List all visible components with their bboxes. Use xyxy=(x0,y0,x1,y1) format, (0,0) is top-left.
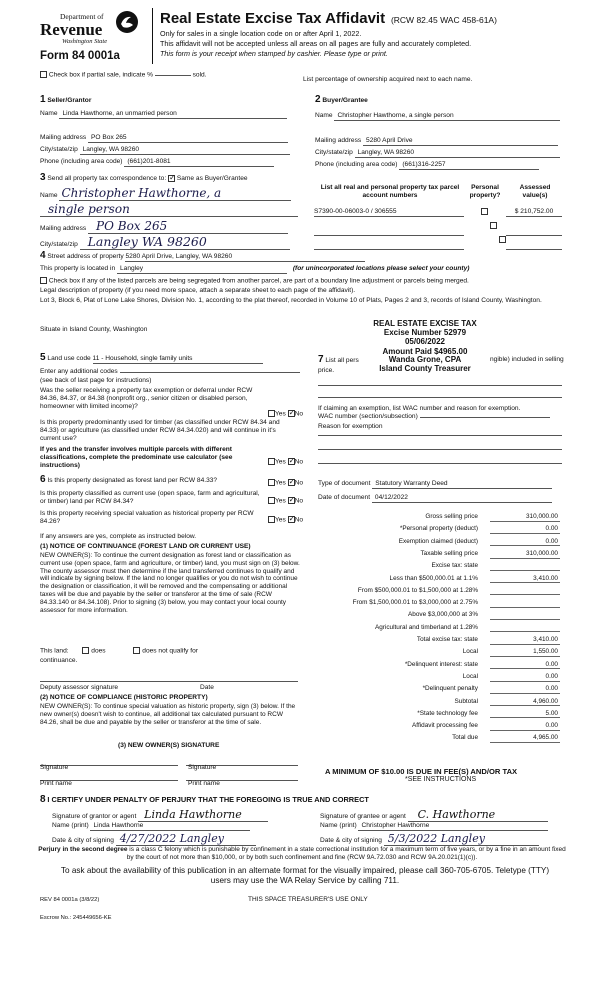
grantor-date-label: Date & city of signing xyxy=(52,837,114,844)
grantee-signature[interactable]: C. Hawthorne xyxy=(408,808,548,822)
legal-label: Legal description of property (if you need more space, attach a separate sheet to each page of the affidavit). xyxy=(40,287,356,294)
minimum-due-note: A MINIMUM OF $10.00 IS DUE IN FEE(S) AND/OR TAX xyxy=(325,767,518,776)
reason-line-2[interactable] xyxy=(318,446,562,450)
partial-sale-row xyxy=(40,71,207,79)
stamp-line: Island County Treasurer xyxy=(379,364,471,374)
logo-state: Washington State xyxy=(62,38,108,45)
continuance-label: continuance. xyxy=(40,657,78,664)
document-type-row xyxy=(318,480,552,489)
forest-yes-no xyxy=(268,479,303,487)
no-label: No xyxy=(294,516,304,524)
tax-row-label: Total due xyxy=(452,734,478,742)
buyer-phone-label: Phone (including area code) xyxy=(315,161,398,168)
buyer-mailing[interactable]: 5280 April Drive xyxy=(363,137,558,146)
logo-dept-of: Department of xyxy=(60,12,104,21)
section3-name-line2[interactable]: single person xyxy=(40,202,298,217)
land-use-row xyxy=(40,352,263,364)
document-date[interactable]: 04/12/2022 xyxy=(372,494,552,503)
tax-row-label: Affidavit processing fee xyxy=(412,722,478,730)
document-date-label: Date of document xyxy=(318,494,371,501)
historic-question: Is this property receiving special valuation as historical property per RCW 84.26? xyxy=(40,510,254,525)
form-title: Real Estate Excise Tax Affidavit xyxy=(160,10,386,27)
section3-name-line1[interactable]: Christopher Hawthorne, a xyxy=(59,186,291,201)
grantee-date-label: Date & city of signing xyxy=(320,837,382,844)
buyer-city-label: City/state/zip xyxy=(315,149,353,156)
exemption-no-checkbox[interactable] xyxy=(288,410,295,417)
form-number: Form 84 0001a xyxy=(40,50,120,62)
tax-row-value[interactable]: 0.00 xyxy=(490,685,560,694)
grantor-signature[interactable]: Linda Hawthorne xyxy=(138,808,268,822)
owner-signature-label-2: Signature xyxy=(188,764,217,771)
tax-row-value[interactable]: 3,410.00 xyxy=(490,575,560,584)
tax-row xyxy=(318,672,560,684)
seller-phone-label: Phone (including area code) xyxy=(40,158,123,165)
parcels-col2-header: Personal property? xyxy=(469,184,501,199)
seller-heading-label: Seller/Grantor xyxy=(47,97,92,104)
tax-row xyxy=(318,524,560,536)
forest-yes-checkbox[interactable] xyxy=(268,479,275,486)
timber-yes-checkbox[interactable] xyxy=(268,458,275,465)
section3-name-label: Name xyxy=(40,192,58,199)
section3-name-row xyxy=(40,186,291,201)
seller-phone-row xyxy=(40,158,274,167)
tax-row-value[interactable] xyxy=(490,599,560,608)
buyer-city-row xyxy=(315,149,560,158)
section3-city[interactable]: Langley WA 98260 xyxy=(80,234,290,250)
no-label: No xyxy=(294,497,304,505)
no-label: No xyxy=(294,458,304,466)
section-number: 3 xyxy=(40,172,46,183)
timber-question-bold: If yes and the transfer involves multiple parcels with different classifications, complete the predominate use calculator (see instructions) xyxy=(40,446,233,469)
document-type[interactable]: Statutory Warranty Deed xyxy=(372,480,552,489)
does-checkbox[interactable] xyxy=(82,647,89,654)
tax-row-label: Total excise tax: state xyxy=(416,636,478,643)
exemption-claim-label: If claiming an exemption, list WAC number and reason for exemption. xyxy=(318,405,521,412)
tax-row-label: Excise tax: state xyxy=(431,562,478,570)
logo-revenue: Revenue xyxy=(40,20,103,39)
tax-row xyxy=(318,574,560,586)
grantor-signature-row xyxy=(52,808,268,822)
additional-codes-label: Enter any additional codes xyxy=(40,368,118,375)
section4-street-row xyxy=(40,250,365,262)
section3-city-label: City/state/zip xyxy=(40,241,78,248)
header-note-3: This form is your receipt when stamped by cashier. Please type or print. xyxy=(160,49,388,58)
buyer-name-row xyxy=(315,112,560,121)
tax-row-value[interactable] xyxy=(490,611,560,620)
timber-question: Is this property predominantly used for timber (as classified under RCW 84.34 and 84.33) or agriculture (as classified under RCW 84.34.020) and will continue in it's current use? xyxy=(40,419,280,442)
segregated-checkbox[interactable] xyxy=(40,277,47,284)
treasurer-space: THIS SPACE TREASURER'S USE ONLY xyxy=(248,896,368,903)
header-note-1: Only for sales in a single location code on or after April 1, 2022. xyxy=(160,29,362,38)
forest-no-checkbox[interactable] xyxy=(288,479,295,486)
treasurer-stamp-lower xyxy=(365,355,485,373)
same-as-buyer-checkbox[interactable] xyxy=(168,175,175,182)
historic-no-checkbox[interactable] xyxy=(288,516,295,523)
notice2-text: NEW OWNER(S): To continue special valuation as historic property, sign (3) below. If the new owner(s) doesn't wish to continue, all additional tax calculated pursuant to RCW 84.26, shall be due and payable by the seller or transferor at the time of sale. xyxy=(40,703,296,726)
owner-signature-label-1: Signature xyxy=(40,764,69,771)
seller-city-label: City/state/zip xyxy=(40,146,78,153)
grantor-date-row xyxy=(52,832,256,846)
owner-print-label-2: Print name xyxy=(188,780,220,787)
tax-row xyxy=(318,635,560,647)
segregated-row xyxy=(40,277,570,285)
current-use-yes-no xyxy=(268,497,303,505)
buyer-heading xyxy=(315,94,368,106)
yes-label: Yes xyxy=(275,497,286,505)
land-use-label: Land use code xyxy=(47,355,91,362)
forest-question: Is this property designated as forest land per RCW 84.33? xyxy=(47,477,218,484)
timber-yes-no xyxy=(268,458,303,466)
assessed-value[interactable]: $ 210,752.00 xyxy=(506,208,562,217)
section7-text: List all pers xyxy=(325,357,359,364)
tax-row xyxy=(318,549,560,561)
grantor-name-row xyxy=(52,822,250,831)
perjury-notice xyxy=(34,846,570,862)
notice1-text: NEW OWNER(S): To continue the current designation as forest land or classification as current use (open space, farm and agriculture, or timber) land, you must sign on (3) below. The county assessor must then determine if the land transferred continues to qualify and will indicate by signing below. If the land no longer qualifies or you do not wish to continue the designation or classification, it will be removed and the compensating or additional taxes will be due and payable by the seller or transferor at the time of sale (RCW 84.33.140 or 84.34.108). Prior to signing (3) below, you may contact your local county assessor for more information. xyxy=(40,552,300,614)
tax-row xyxy=(318,512,560,524)
current-use-no-checkbox[interactable] xyxy=(288,497,295,504)
tax-row xyxy=(318,721,560,733)
tax-row-label: Above $3,000,000 at 3% xyxy=(408,611,478,619)
tax-row xyxy=(318,697,560,709)
tax-row-value[interactable]: 3,410.00 xyxy=(490,636,560,645)
partial-sale-sold: sold. xyxy=(192,71,207,79)
this-land-label: This land: xyxy=(40,647,69,655)
seller-name-row xyxy=(40,110,298,119)
section3-mailing-label: Mailing address xyxy=(40,225,87,232)
buyer-mailing-label: Mailing address xyxy=(315,137,362,144)
seller-city[interactable]: Langley, WA 98260 xyxy=(80,146,290,155)
ownership-note: List percentage of ownership acquired next to each name. xyxy=(303,76,473,83)
owner-print-label-1: Print name xyxy=(40,780,72,787)
tax-row xyxy=(318,586,560,598)
washington-seal-icon xyxy=(115,10,139,34)
seller-phone[interactable]: (661)201-8081 xyxy=(124,158,274,167)
grantor-name-label: Name (print) xyxy=(52,822,89,829)
this-land-row xyxy=(40,647,198,655)
tax-row-label: *State technology fee xyxy=(417,709,478,717)
document-date-row xyxy=(318,494,552,503)
grantor-name[interactable]: Linda Hawthorne xyxy=(90,822,250,831)
grantor-date[interactable]: 4/27/2022 Langley xyxy=(116,832,256,846)
assessed-row-2[interactable] xyxy=(506,228,562,236)
grantee-signature-label: Signature of grantee or agent xyxy=(320,813,406,820)
personal-property-checkbox-2[interactable] xyxy=(490,222,497,229)
tax-row xyxy=(318,537,560,549)
seller-mailing-row xyxy=(40,134,288,143)
located-label: This property is located in xyxy=(40,265,116,272)
same-as-buyer-label: Same as Buyer/Grantee xyxy=(176,175,248,182)
tax-row-value[interactable]: 4,965.00 xyxy=(490,734,560,743)
grantee-signature-row xyxy=(320,808,548,822)
tax-row-label: *Personal property (deduct) xyxy=(399,525,478,533)
perjury-bold: Perjury in the second degree xyxy=(38,846,128,853)
deputy-date-label: Date xyxy=(200,684,214,691)
personal-property-line-2[interactable] xyxy=(318,394,562,398)
section-number: 4 xyxy=(40,250,46,261)
buyer-phone[interactable]: (661)316-2257 xyxy=(399,161,539,170)
parcel-row-3[interactable] xyxy=(314,242,464,250)
seller-heading xyxy=(40,94,91,106)
parcels-col1-header: List all real and personal property tax parcel account numbers xyxy=(320,184,460,199)
seller-mailing-label: Mailing address xyxy=(40,134,87,141)
rcw-reference: (RCW 82.45 WAC 458-61A) xyxy=(390,15,497,25)
tax-row xyxy=(318,733,560,745)
tax-row xyxy=(318,598,560,610)
land-use-code[interactable]: 11 - Household, single family units xyxy=(93,355,263,364)
reason-line-1[interactable] xyxy=(318,432,562,436)
yes-label: Yes xyxy=(275,458,286,466)
section-number: 6 xyxy=(40,474,46,485)
does-not-label: does not qualify for xyxy=(142,647,198,655)
timber-no-checkbox[interactable] xyxy=(288,458,295,465)
tax-row-label: Local xyxy=(462,672,478,680)
forest-question-row xyxy=(40,474,217,486)
stamp-line: Excise Number 52979 xyxy=(383,328,467,338)
tax-row-label: Taxable selling price xyxy=(420,549,478,557)
grantee-date[interactable]: 5/3/2022 Langley xyxy=(384,832,539,846)
tax-row xyxy=(318,647,560,659)
legal-description: Lot 3, Block 6, Plat of Lone Lake Shores, Division No. 1, according to the plat thereof, recorded in Volume 10 of Plats, Pages 2 and 3, records of Island County, Washington. xyxy=(40,297,542,304)
exemption-yes-no xyxy=(268,410,303,418)
buyer-name-label: Name xyxy=(315,112,333,119)
any-yes-note: If any answers are yes, complete as instructed below. xyxy=(40,533,197,540)
section-number: 1 xyxy=(40,94,46,105)
section3-heading xyxy=(40,172,248,184)
buyer-phone-row xyxy=(315,161,539,170)
tax-row-label: From $1,500,000.01 to $3,000,000 at 2.75% xyxy=(352,599,478,607)
segregated-text: Check box if any of the listed parcels are being segregated from another parcel, are part of a boundary line adjustment or parcels being merged. xyxy=(48,277,469,285)
tax-row xyxy=(318,709,560,721)
notice1-title: (1) NOTICE OF CONTINUANCE (FOREST LAND OR CURRENT USE) xyxy=(40,543,251,550)
additional-codes-row xyxy=(40,368,300,376)
tax-row xyxy=(318,660,560,672)
buyer-mailing-row xyxy=(315,137,558,146)
tax-row-label: Local xyxy=(462,648,478,656)
seller-name-label: Name xyxy=(40,110,58,117)
parcel-number[interactable]: S7390-00-06003-0 / 306555 xyxy=(314,208,464,217)
tax-row-label: Agricultural and timberland at 1.28% xyxy=(374,623,478,631)
reason-label: Reason for exemption xyxy=(318,423,383,430)
tax-row-value[interactable]: 4,960.00 xyxy=(490,698,560,707)
section3-text: Send all property tax correspondence to: xyxy=(47,175,167,182)
section7-row xyxy=(318,354,359,366)
located-row xyxy=(40,265,469,274)
street-label: Street address of property xyxy=(47,253,124,260)
perjury-text: is a class C felony which is punishable by confinement in a state correctional institution for a maximum term of five years, or by a fine in an amount fixed by the court of not more than $10,000, or by both such confinement and fine (RCW 9A.72.030 and RCW 9A.20.021(1)(c)). xyxy=(126,846,566,861)
parcel-row-2[interactable] xyxy=(314,228,464,236)
partial-sale-percent[interactable] xyxy=(155,75,191,76)
stamp-line: Amount Paid $4965.00 xyxy=(382,346,468,356)
deputy-signature-line[interactable] xyxy=(40,678,298,682)
yes-label: Yes xyxy=(275,410,286,418)
exemption-yes-checkbox[interactable] xyxy=(268,410,275,417)
document-type-label: Type of document xyxy=(318,480,371,487)
tax-row-value[interactable]: 1,550.00 xyxy=(490,648,560,657)
tax-row-value[interactable]: 310,000.00 xyxy=(490,513,560,522)
does-not-checkbox[interactable] xyxy=(133,647,140,654)
personal-property-line-1[interactable] xyxy=(318,382,562,386)
tax-row-value[interactable]: 310,000.00 xyxy=(490,550,560,559)
street-address[interactable]: 5280 April Drive, Langley, WA 98260 xyxy=(125,253,365,262)
no-label: No xyxy=(294,410,304,418)
tax-row-label: *Delinquent penalty xyxy=(422,685,478,693)
notice3-title: (3) NEW OWNER(S) SIGNATURE xyxy=(118,742,220,749)
situate-text: Situate in Island County, Washington xyxy=(40,326,148,333)
section3-city-row xyxy=(40,234,290,250)
buyer-heading-label: Buyer/Grantee xyxy=(322,97,368,104)
tax-row-label: Gross selling price xyxy=(425,513,478,520)
see-instructions: *SEE INSTRUCTIONS xyxy=(405,776,477,783)
wac-row xyxy=(318,413,550,421)
notice2-title: (2) NOTICE OF COMPLIANCE (HISTORIC PROPERTY) xyxy=(40,694,208,701)
partial-sale-label: Check box if partial sale, indicate % xyxy=(48,71,153,79)
does-label: does xyxy=(91,647,106,655)
located-value[interactable]: Langley xyxy=(117,265,287,274)
section7-text-2: ngible) included in selling xyxy=(490,356,564,363)
section-number: 7 xyxy=(318,354,324,365)
form-title-row xyxy=(160,10,497,28)
tax-row xyxy=(318,561,560,573)
revision-label: REV 84 0001a (3/8/22) xyxy=(40,897,100,903)
seller-city-row xyxy=(40,146,290,155)
buyer-city[interactable]: Langley, WA 98260 xyxy=(355,149,560,158)
escrow-number: Escrow No.: 245449656-KE xyxy=(40,915,112,921)
stamp-line: 05/06/2022 xyxy=(404,337,446,347)
section7-text-3: price. xyxy=(318,367,335,374)
stamp-line: Wanda Grone, CPA xyxy=(388,355,462,364)
yes-label: Yes xyxy=(275,516,286,524)
tax-row-label: Exemption claimed (deduct) xyxy=(398,537,478,545)
partial-sale-checkbox[interactable] xyxy=(40,71,47,78)
parcels-col3-header: Assessed value(s) xyxy=(519,184,551,199)
current-use-question: Is this property classified as current use (open space, farm and agricultural, or timber) land per RCW 84.34? xyxy=(40,490,260,505)
tax-row-label: Less than $500,000.01 at 1.1% xyxy=(389,574,478,582)
tax-row-value[interactable]: 0.00 xyxy=(490,673,560,682)
tax-row-value[interactable]: 0.00 xyxy=(490,525,560,534)
located-note: (for unincorporated locations please select your county) xyxy=(292,265,470,272)
grantee-name-label: Name (print) xyxy=(320,822,357,829)
tax-row-label: *Delinquent interest: state xyxy=(404,660,478,668)
reason-line-3[interactable] xyxy=(318,460,562,464)
header-note-2: This affidavit will not be accepted unless all areas on all pages are fully and accurately completed. xyxy=(160,39,472,48)
stamp-line: REAL ESTATE EXCISE TAX xyxy=(373,319,477,328)
tax-row xyxy=(318,684,560,696)
personal-property-checkbox-1[interactable] xyxy=(481,208,488,215)
tax-row-value[interactable] xyxy=(490,624,560,633)
seller-mailing[interactable]: PO Box 265 xyxy=(88,134,288,143)
tax-row xyxy=(318,623,560,635)
section3-mailing-row xyxy=(40,219,288,234)
tax-row-value[interactable]: 0.00 xyxy=(490,722,560,731)
wac-label: WAC number (section/subsection) xyxy=(318,413,418,420)
historic-yes-no xyxy=(268,516,303,524)
no-label: No xyxy=(294,479,304,487)
treasurer-stamp xyxy=(350,319,500,356)
tax-row-label: Subtotal xyxy=(454,697,478,705)
section-number: 8 xyxy=(40,794,46,805)
section-number: 2 xyxy=(315,94,321,105)
section3-mailing[interactable]: PO Box 265 xyxy=(88,219,288,234)
assessed-row-3[interactable] xyxy=(506,242,562,250)
additional-codes-input[interactable] xyxy=(120,372,300,373)
seller-name[interactable]: Linda Hawthorne, an unmarried person xyxy=(59,110,287,119)
see-back-note: (see back of last page for instructions) xyxy=(40,377,152,384)
certify-text: I CERTIFY UNDER PENALTY OF PERJURY THAT THE FOREGOING IS TRUE AND CORRECT xyxy=(47,795,369,804)
yes-label: Yes xyxy=(275,479,286,487)
buyer-name[interactable]: Christopher Hawthorne, a single person xyxy=(334,112,560,121)
tax-row-label: From $500,000.01 to $1,500,000 at 1.28% xyxy=(357,586,478,594)
grantor-signature-label: Signature of grantor or agent xyxy=(52,813,137,820)
tax-row-value[interactable] xyxy=(490,587,560,596)
grantee-name-row xyxy=(320,822,548,831)
tax-row-value[interactable]: 0.00 xyxy=(490,538,560,547)
grantee-date-row xyxy=(320,832,539,846)
tax-row-value[interactable] xyxy=(490,562,560,571)
tax-row xyxy=(318,610,560,622)
header-divider xyxy=(152,8,153,64)
certify-row xyxy=(40,794,369,806)
personal-property-checkbox-3[interactable] xyxy=(499,236,506,243)
accessibility-notice: To ask about the availability of this publication in an alternate format for the visually impaired, please call 360-705-6705. Teletype (TTY) users may use the WA Relay Service by calling 711. xyxy=(60,866,550,885)
current-use-yes-checkbox[interactable] xyxy=(268,497,275,504)
deputy-signature-label: Deputy assessor signature xyxy=(40,684,119,691)
revenue-logo xyxy=(40,10,145,46)
wac-input[interactable] xyxy=(420,417,550,418)
grantee-name[interactable]: Christopher Hawthorne xyxy=(358,822,548,831)
tax-row-value[interactable]: 0.00 xyxy=(490,661,560,670)
tax-row-value[interactable]: 5.00 xyxy=(490,710,560,719)
exemption-question: Was the seller receiving a property tax exemption or deferral under RCW 84.36, 84.37, or 84.38 (nonprofit org., senior citizen or disabled person, homeowner with limited income)? xyxy=(40,387,253,410)
section-number: 5 xyxy=(40,352,46,363)
historic-yes-checkbox[interactable] xyxy=(268,516,275,523)
